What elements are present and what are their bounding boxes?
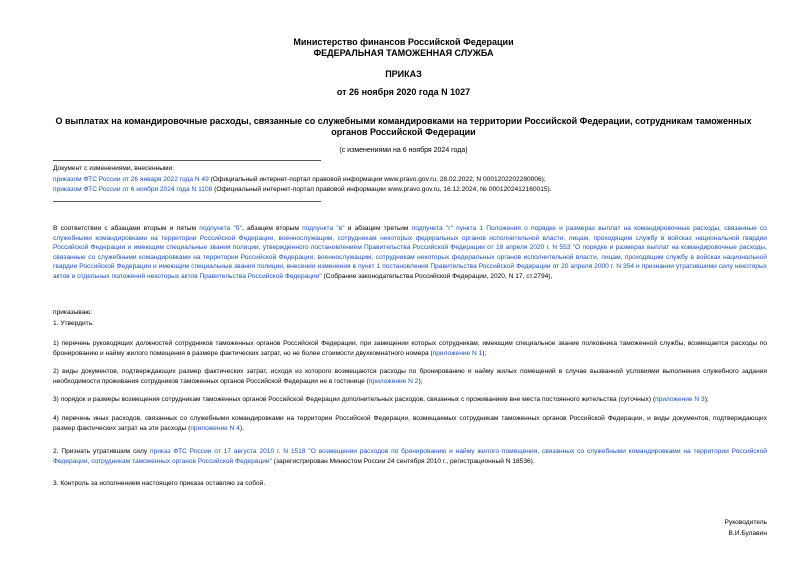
order-word: приказываю:	[53, 309, 93, 316]
list-item: 3) порядок и размеры возмещения сотрудникам таможенных органов Российской Федерации дополнительных расходов, связанных с проживанием вне места постоянного жительства (суточных) (приложение N 3);	[53, 396, 709, 403]
revision-note: (с изменениями на 6 ноября 2024 года)	[339, 147, 468, 154]
link-subpoint-v[interactable]: подпункта "в"	[302, 225, 345, 232]
appendix-link[interactable]: приложение N 3	[655, 396, 705, 403]
amendment-link[interactable]: приказом ФТС России от 6 ноября 2024 года N 1108	[53, 186, 213, 193]
amendments-intro: Документ с изменениями, внесенными:	[53, 165, 175, 172]
appendix-link[interactable]: приложение N 2	[368, 377, 419, 385]
doc-date-number: от 26 ноября 2020 года N 1027	[336, 87, 471, 97]
amendment-item: приказом ФТС России от 26 января 2022 года N 49 (Официальный интернет-портал правовой информации www.pravo.gov.ru, 28.02.2022, N 0001202202280006);	[53, 175, 546, 183]
divider	[53, 201, 321, 202]
doc-type: ПРИКАЗ	[385, 69, 422, 79]
link-subpoint-b[interactable]: подпункта "б"	[199, 225, 242, 232]
repeal-paragraph: 2. Признать утратившим силу приказ ФТС России от 17 августа 2010 г. N 1518 "О возмещении расходов по бронированию и найму жилого помещения, связанных со служебными командировками на территории Российской Федерации, сотрудникам таможенных органов Российской Федерации" (зарегистрирован Минюстом России 24 сентября 2010 г., регистрационный N 18536).	[53, 448, 767, 465]
signature-name: В.И.Булавин	[728, 530, 767, 537]
amendment-link[interactable]: приказом ФТС России от 26 января 2022 года N 49	[53, 175, 209, 183]
control-paragraph: 3. Контроль за исполнением настоящего приказа оставляю за собой.	[53, 480, 266, 487]
list-item: 4) перечень иных расходов, связанных со служебными командировками на территории Российской Федерации, возмещаемых сотрудникам таможенных органов Российской Федерации, и виды документов, подтверждающих размер фактических затрат на эти расходы (приложение N 4).	[53, 415, 767, 432]
appendix-link[interactable]: приложение N 4	[190, 424, 240, 432]
link-subpoint-g[interactable]: подпункта "г" пункта 1 Положения о порядке и размерах выплат на командировочные расходы, связанные со служебными командировками на территории Российской Федерации, военнослужащим, сотрудникам некоторых федеральных органов исполнительной власти, лицам, проходящим службу в войсках национальной гвардии Российской Федерации и имеющим специальные звания полиции, утвержденного постановлением Правительства Российской Федерации от 18 апреля 2020 г. N 553 "О порядке и размерах выплат на командировочные расходы, связанные со служебными командировками на территории Российской Федерации, военнослужащим, сотрудникам некоторых федеральных органов исполнительной власти, лицам, проходящим службу в войсках национальной гвардии Российской Федерации и имеющим специальные звания полиции, внесении изменения в пункт 1 постановления Правительства Российской Федерации от 20 апреля 2000 г. N 354 и признании утратившими силу некоторых актов и отдельных положений некоторых актов Правительства Российской Федерации"	[53, 225, 767, 280]
amendment-item: приказом ФТС России от 6 ноября 2024 года N 1108 (Официальный интернет-портал правовой информации www.pravo.gov.ru, 16.12.2024, № 0001202412160015).	[53, 186, 552, 193]
amendments-block	[53, 164, 733, 195]
service-name: ФЕДЕРАЛЬНАЯ ТАМОЖЕННАЯ СЛУЖБА	[313, 48, 494, 58]
signature-role: Руководитель	[724, 519, 767, 526]
approve-heading: 1. Утвердить:	[53, 320, 94, 327]
appendix-link[interactable]: приложение N 1	[432, 349, 483, 357]
list-item: 2) виды документов, подтверждающих размер фактических затрат, исходя из которого возмещаются расходы по бронированию и найму жилых помещений в случае вызванной условиями выполнения служебного задания необходимости проживания сотрудников таможенных органов Российской Федерации не в гостинице (приложение N 2);	[53, 368, 767, 385]
preamble-paragraph: В соответствии с абзацами вторым и пятым подпункта "б", абзацем вторым подпункта "в" и абзацем третьим подпункта "г" пункта 1 Положения о порядке и размерах выплат на командировочные расходы, связанные со служебными командировками на территории Российской Федерации, военнослужащим, сотрудникам некоторых федеральных органов исполнительной власти, лицам, проходящим службу в войсках национальной гвардии Российской Федерации и имеющим специальные звания полиции, утвержденного постановлением Правительства Российской Федерации от 18 апреля 2020 г. N 553 "О порядке и размерах выплат на командировочные расходы, связанные со служебными командировками на территории Российской Федерации, военнослужащим, сотрудникам некоторых федеральных органов исполнительной власти, лицам, проходящим службу в войсках национальной гвардии Российской Федерации и имеющим специальные звания полиции, внесении изменения в пункт 1 постановления Правительства Российской Федерации от 20 апреля 2000 г. N 354 и признании утратившими силу некоторых актов и отдельных положений некоторых актов Правительства Российской Федерации" (Собрание законодательства Российской Федерации, 2020, N 17, ст.2794),	[53, 225, 767, 280]
doc-title: О выплатах на командировочные расходы, связанные со служебными командировками на территории Российской Федерации, сотрудникам таможенных органов Российской Федерации	[55, 116, 752, 137]
divider	[53, 160, 321, 161]
ministry-name: Министерство финансов Российской Федерации	[293, 37, 514, 47]
repealed-order-link[interactable]: приказ ФТС России от 17 августа 2010 г. N 1518 "О возмещении расходов по бронированию и найму жилого помещения, связанных со служебными командировками на территории Российской Федерации, сотрудникам таможенных органов Российской Федерации"	[53, 448, 767, 465]
list-item: 1) перечень руководящих должностей сотрудников таможенных органов Российской Федерации, при замещении которых сотрудникам, имеющим специальное звание полковника таможенной службы, возмещается расходы по бронированию и найму жилого помещения в размере фактических затрат, но не более стоимости двухкомнатного номера (приложение N 1);	[53, 340, 767, 357]
